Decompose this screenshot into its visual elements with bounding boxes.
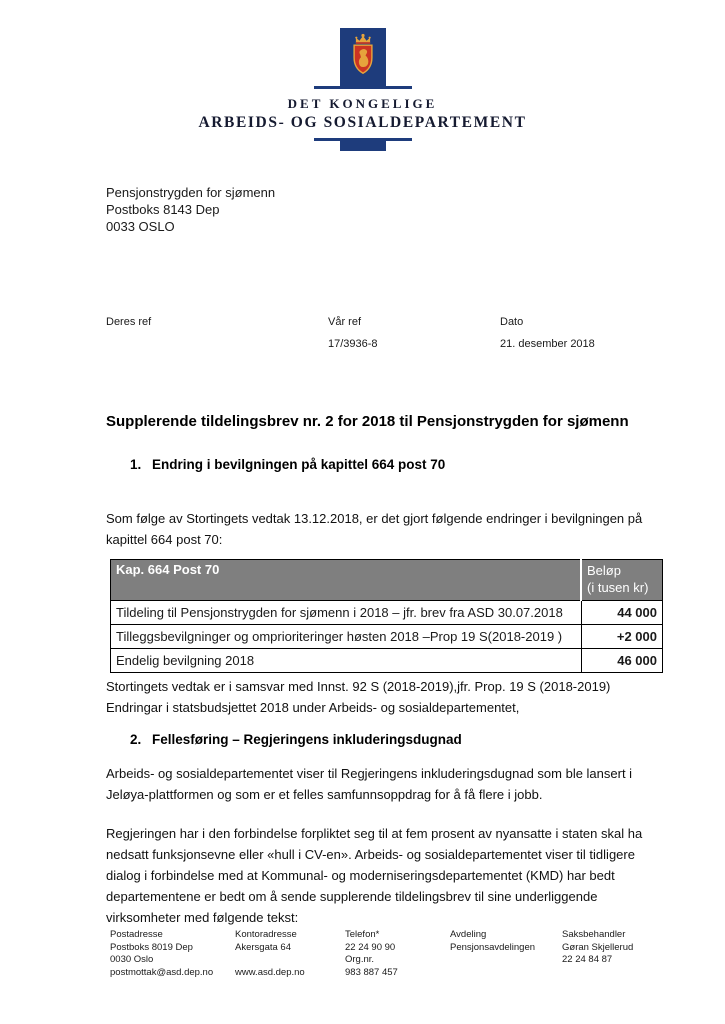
recipient-address: [106, 184, 275, 235]
recipient-postbox: Postboks 8143 Dep: [106, 202, 220, 217]
letterhead-line1: DET KONGELIGE: [287, 96, 438, 111]
letterhead-line2: ARBEIDS- OG SOSIALDEPARTEMENT: [198, 114, 527, 131]
footer-postadresse-line: Postboks 8019 Dep: [110, 941, 193, 953]
footer-kontoradresse: [235, 929, 345, 979]
var-ref-value: 17/3936-8: [328, 338, 378, 350]
letterhead-blue-band-bottom: [340, 141, 386, 151]
table-row: [111, 649, 663, 673]
table-row: [111, 625, 663, 649]
footer-telefon-number: 22 24 90 90: [345, 941, 396, 953]
footer-postadresse-line: 0030 Oslo: [110, 954, 154, 965]
footer-saksbehandler-label: Saksbehandler: [562, 929, 626, 940]
footer-email: postmottak@asd.dep.no: [110, 966, 214, 978]
paragraph-regjeringen: Regjeringen har i den forbindelse forpliktet seg til at fem prosent av nyansatte i staten skal ha nedsatt funksjonsevne eller «hull i CV-en». Arbeids- og sosialdepartementet viser til tidligere dialog i forbindelse med at Kommunal- og moderniseringsdepartementet (KMD) har bedt departementene er bedt om å sende supplerende tildelingsbrev til sine underliggende virksomheter med følgende tekst:: [106, 826, 643, 925]
footer-telefon: [345, 929, 450, 979]
table-row-label: Tildeling til Pensjonstrygden for sjømenn i 2018 – jfr. brev fra ASD 30.07.2018: [111, 601, 582, 625]
section-1-number: 1.: [130, 457, 142, 472]
paragraph-inkluderingsdugnad: Arbeids- og sosialdepartementet viser til Regjeringens inkluderingsdugnad som ble lansert i Jeløya-plattformen og som er et felles samfunnsoppdrag for å få flere i jobb.: [106, 766, 633, 802]
section-2-heading: [130, 732, 462, 747]
letterhead-rule-top: [314, 86, 412, 89]
footer-postadresse-label: Postadresse: [110, 929, 163, 940]
paragraph-intro: Som følge av Stortingets vedtak 13.12.2018, er det gjort følgende endringer i bevilgningen på kapittel 664 post 70:: [106, 511, 643, 547]
table-header-row: [111, 560, 663, 601]
table-header-kap: Kap. 664 Post 70: [111, 560, 582, 601]
letterhead: [0, 28, 725, 151]
table-row: [111, 601, 663, 625]
letter-title: Supplerende tildelingsbrev nr. 2 for 2018 til Pensjonstrygden for sjømenn: [106, 413, 629, 430]
footer-saksbehandler-phone: 22 24 84 87: [562, 954, 613, 965]
dato-value: 21. desember 2018: [500, 338, 595, 350]
footer-orgnr-label: Org.nr.: [345, 954, 375, 965]
footer-saksbehandler: [562, 929, 662, 979]
footer-avdeling-label: Avdeling: [450, 929, 487, 940]
footer-postadresse: [110, 929, 235, 979]
table-row-label: Tilleggsbevilgninger og omprioriteringer høsten 2018 –Prop 19 S(2018-2019 ): [111, 625, 582, 649]
letterhead-blue-band: [340, 28, 386, 86]
dato-label: Dato: [500, 316, 524, 328]
section-1-heading: [130, 457, 445, 472]
table-row-value: +2 000: [581, 625, 663, 649]
footer-saksbehandler-name: Gøran Skjellerud: [562, 941, 634, 953]
footer-avdeling: [450, 929, 562, 979]
table-header-belop: [581, 560, 663, 601]
footer-kontoradresse-line: [235, 954, 345, 967]
footer-website: www.asd.dep.no: [235, 966, 305, 978]
section-1-heading-text: Endring i bevilgningen på kapittel 664 post 70: [152, 457, 446, 472]
table-row-value: 46 000: [581, 649, 663, 673]
footer-contact-block: [110, 929, 662, 979]
var-ref-label: Vår ref: [328, 316, 362, 328]
section-2-heading-text: Fellesføring – Regjeringens inkluderingsdugnad: [152, 732, 462, 747]
table-header-belop-line2: (i tusen kr): [587, 580, 649, 595]
footer-telefon-label: Telefon*: [345, 929, 380, 940]
footer-kontoradresse-label: Kontoradresse: [235, 929, 297, 940]
recipient-name: Pensjonstrygden for sjømenn: [106, 185, 276, 200]
paragraph-vedtak: Stortingets vedtak er i samsvar med Innst. 92 S (2018-2019),jfr. Prop. 19 S (2018-2019) Endringar i statsbudsjettet 2018 under Arbeids- og sosialdepartementet,: [106, 679, 611, 715]
recipient-city: 0033 OSLO: [106, 219, 175, 234]
deres-ref-label: Deres ref: [106, 316, 152, 328]
footer-kontoradresse-line: Akersgata 64: [235, 941, 291, 953]
footer-avdeling-value: Pensjonsavdelingen: [450, 941, 536, 953]
table-row-value: 44 000: [581, 601, 663, 625]
budget-table: [110, 559, 663, 673]
table-header-belop-line1: Beløp: [587, 563, 621, 578]
section-2-number: 2.: [130, 732, 142, 747]
footer-orgnr-value: 983 887 457: [345, 966, 398, 978]
norwegian-coat-of-arms-icon: [347, 32, 379, 83]
table-row-label: Endelig bevilgning 2018: [111, 649, 582, 673]
